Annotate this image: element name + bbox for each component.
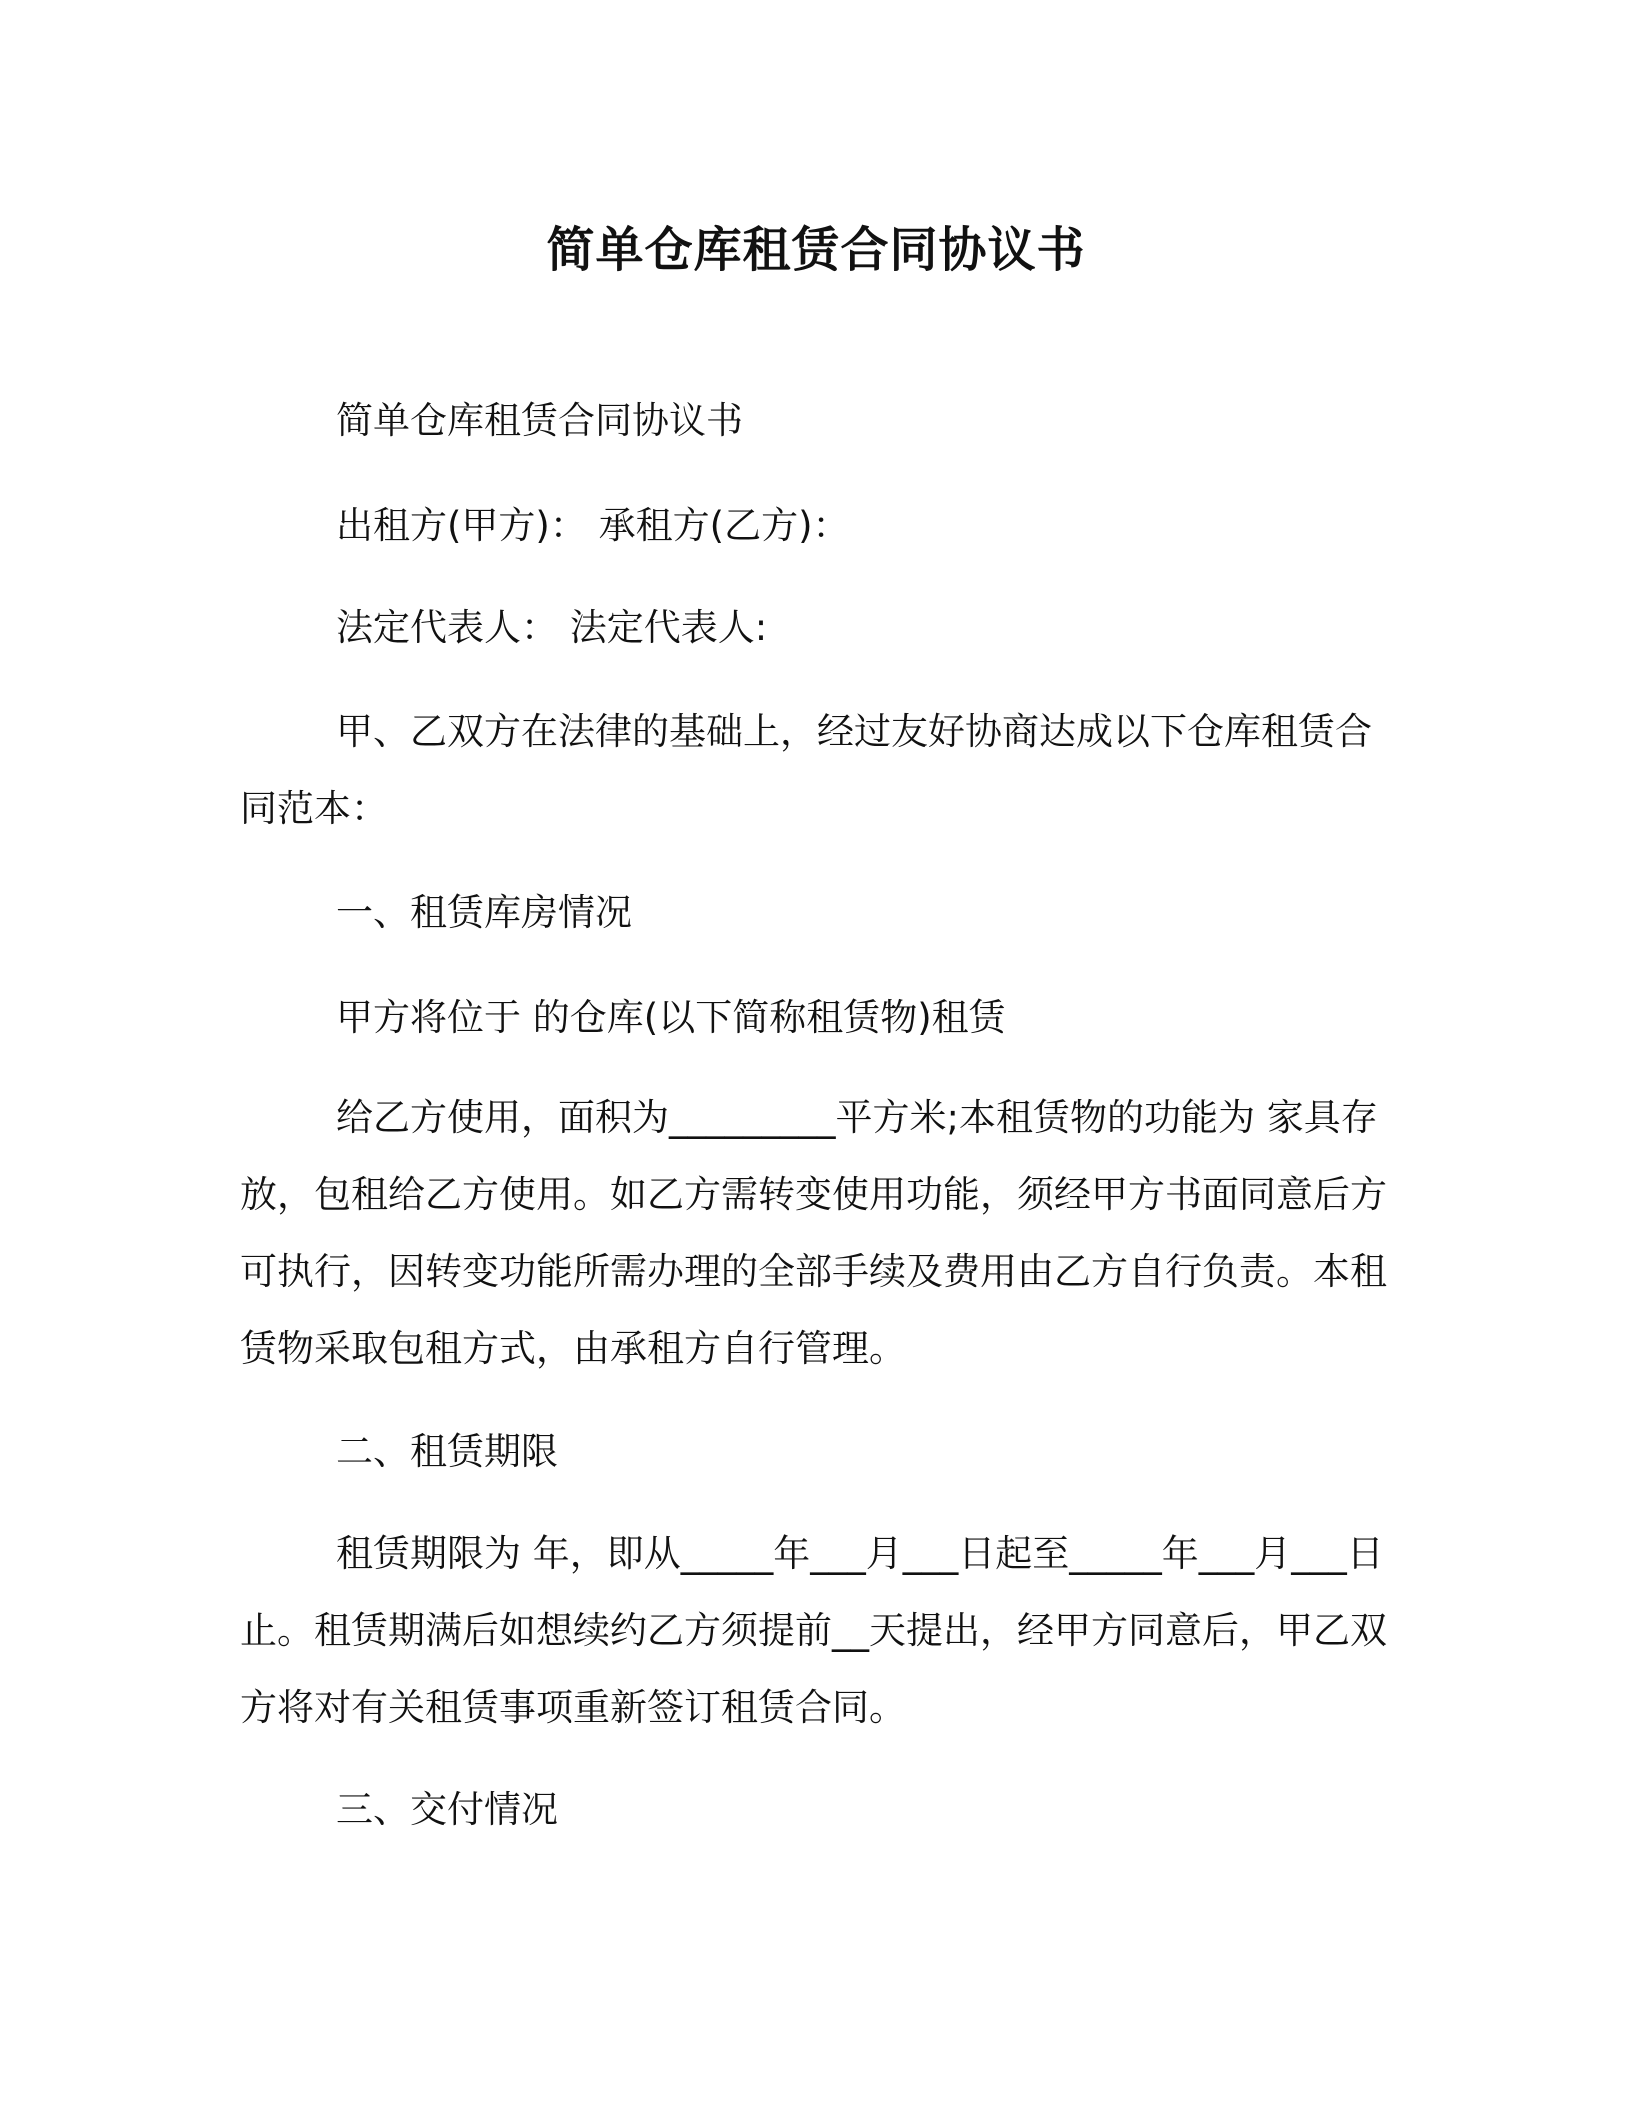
paragraph-location: 甲方将位于 的仓库(以下简称租赁物)租赁 xyxy=(336,996,1006,1039)
section-heading-3: 三、交付情况 xyxy=(336,1788,558,1831)
section-heading-1: 一、租赁库房情况 xyxy=(336,891,632,934)
document-title: 简单仓库租赁合同协议书 xyxy=(546,222,1086,278)
paragraph-preamble: 甲、乙双方在法律的基础上，经过友好协商达成以下仓库租赁合同范本： xyxy=(240,710,1372,830)
paragraph-representatives: 法定代表人： 法定代表人: xyxy=(336,606,768,649)
paragraph-subtitle: 简单仓库租赁合同协议书 xyxy=(336,399,743,442)
paragraph-parties: 出租方(甲方)： 承租方(乙方)： xyxy=(336,504,850,547)
paragraph-term: 租赁期限为 年，即从_____年___月___日起至_____年___月___日止。租赁期满后如想续约乙方须提前__天提出，经甲方同意后，甲乙双方将对有关租赁事项重新签订租赁合同。 xyxy=(240,1532,1387,1729)
paragraph-usage: 给乙方使用，面积为_________平方米;本租赁物的功能为 家具存放，包租给乙方使用。如乙方需转变使用功能，须经甲方书面同意后方可执行，因转变功能所需办理的全部手续及费用由乙方自行负责。本租赁物采取包租方式，由承租方自行管理。 xyxy=(240,1096,1387,1370)
section-heading-2: 二、租赁期限 xyxy=(336,1430,558,1473)
